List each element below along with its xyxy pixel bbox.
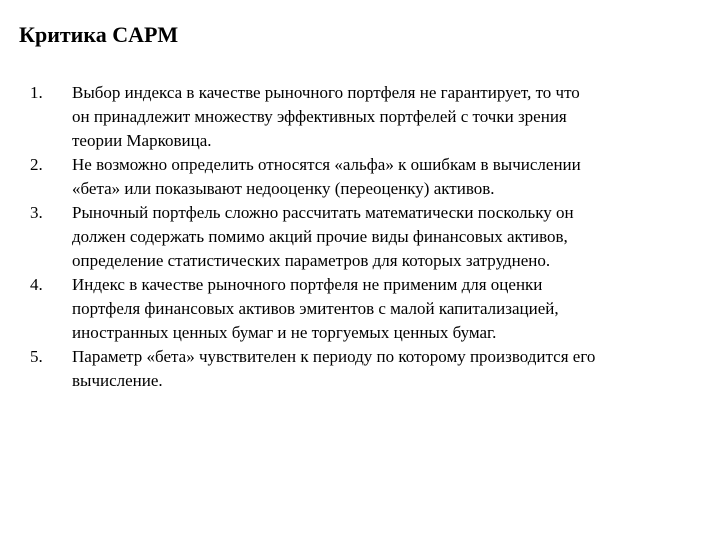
list-item-4 — [30, 273, 690, 345]
text-line: вычисление. — [72, 371, 163, 390]
text-line: портфеля финансовых активов эмитентов с малой капитализацией, — [72, 299, 559, 318]
text-line: Не возможно определить относятся «альфа» к ошибкам в вычислении — [72, 155, 581, 174]
text-line: Рыночный портфель сложно рассчитать математически поскольку он — [72, 203, 574, 222]
list-item-number: 1. — [30, 83, 43, 102]
list-item-text — [72, 81, 690, 153]
list-item-1 — [30, 81, 690, 153]
text-line: Индекс в качестве рыночного портфеля не применим для оценки — [72, 275, 543, 294]
list-item-text — [72, 273, 690, 345]
text-line: иностранных ценных бумаг и не торгуемых ценных бумаг. — [72, 323, 497, 342]
text-line: Параметр «бета» чувствителен к периоду по которому производится его — [72, 347, 596, 366]
text-line: должен содержать помимо акций прочие виды финансовых активов, — [72, 227, 568, 246]
text-line: определение статистических параметров для которых затруднено. — [72, 251, 551, 270]
text-line: «бета» или показывают недооценку (переоценку) активов. — [72, 179, 495, 198]
list-item-3 — [30, 201, 690, 273]
text-line: Выбор индекса в качестве рыночного портфеля не гарантирует, то что — [72, 83, 580, 102]
text-line: он принадлежит множеству эффективных портфелей с точки зрения — [72, 107, 567, 126]
list-item-5 — [30, 345, 690, 393]
list-item-number: 2. — [30, 155, 43, 174]
list-item-text — [72, 201, 690, 273]
list-item-number: 4. — [30, 275, 43, 294]
text-line: теории Марковица. — [72, 131, 212, 150]
slide-title: Критика CAPM — [19, 22, 179, 47]
list-item-2 — [30, 153, 690, 201]
critique-list — [30, 81, 690, 393]
list-item-number: 3. — [30, 203, 43, 222]
list-item-number: 5. — [30, 347, 43, 366]
list-item-text — [72, 153, 690, 201]
list-item-text — [72, 345, 690, 393]
